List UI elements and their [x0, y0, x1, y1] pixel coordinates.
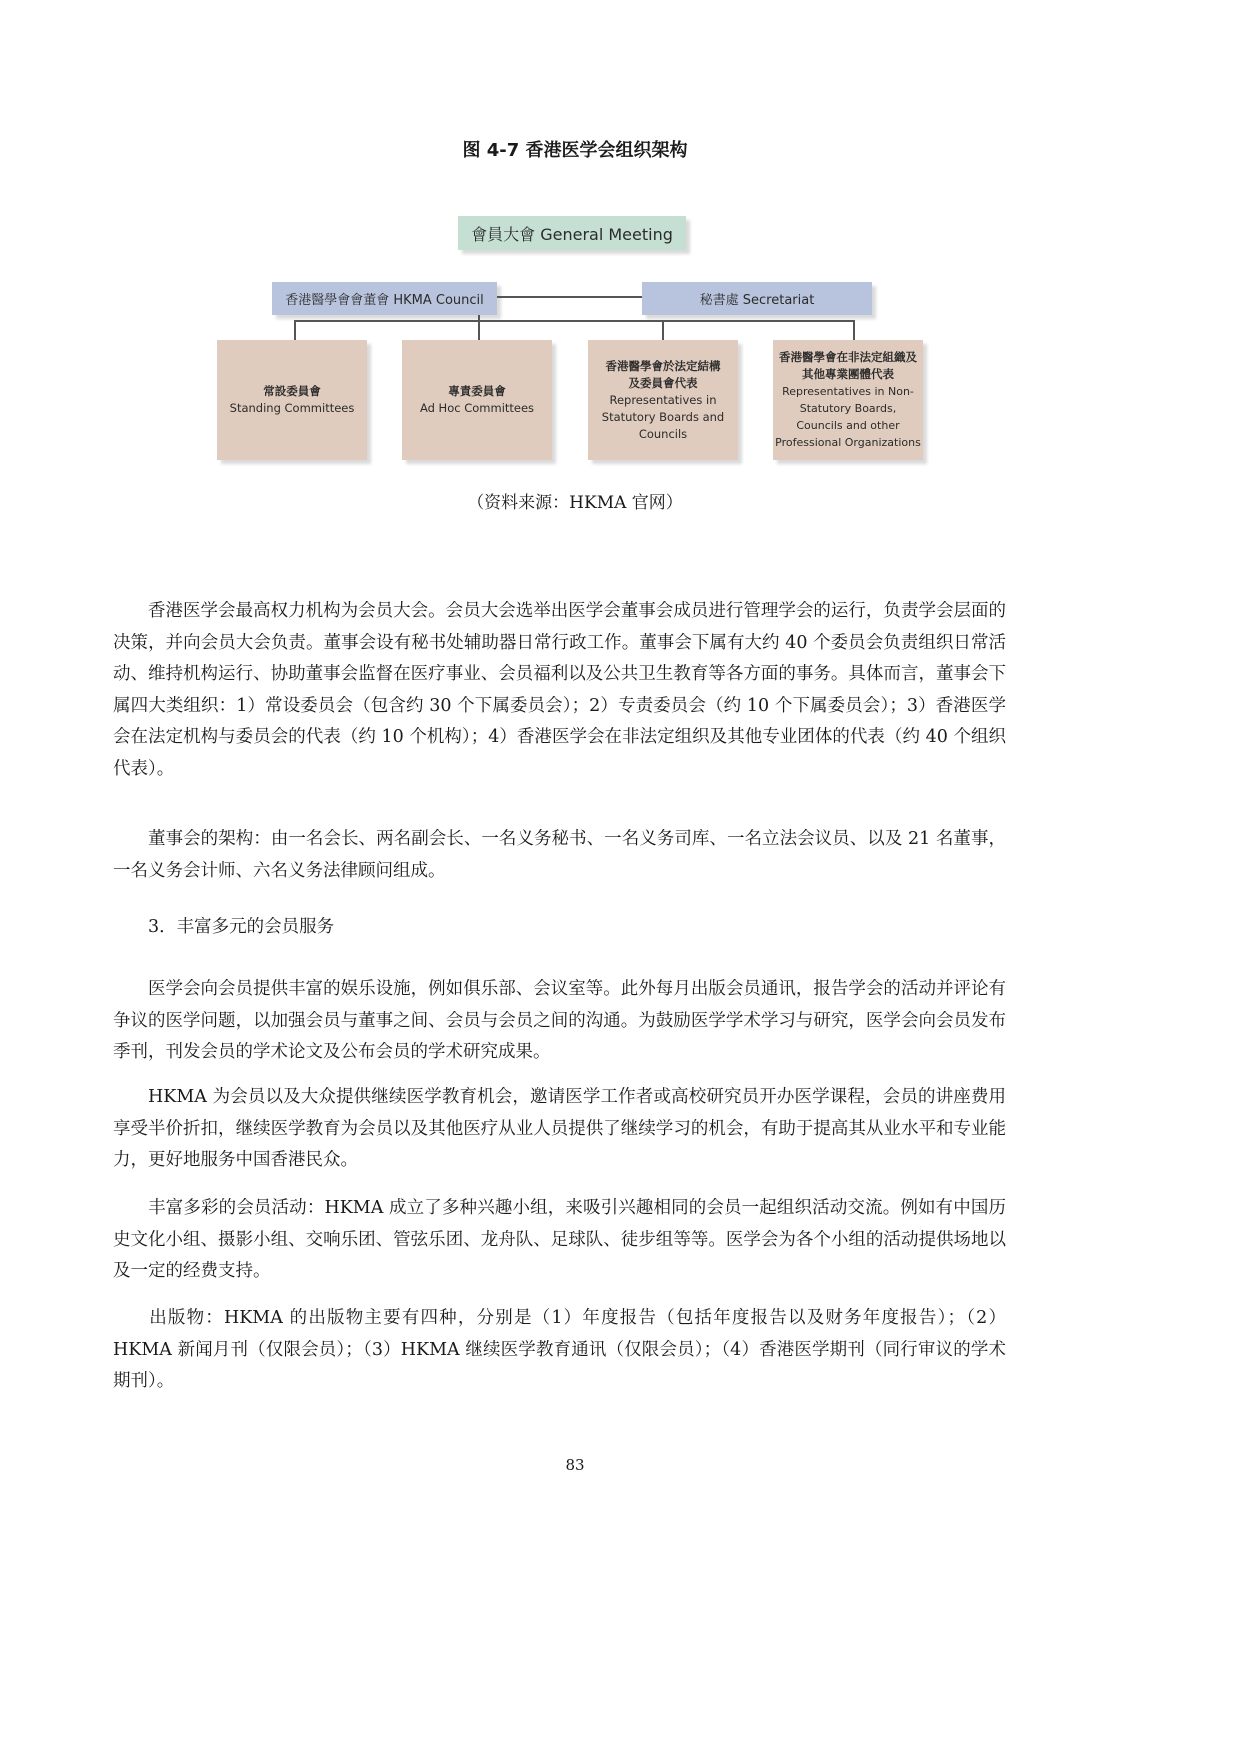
drop-connector-3 — [662, 320, 664, 340]
hkma-council-box: 香港醫學會會董會 HKMA Council — [272, 282, 497, 315]
box-label-zh: 常設委員會 — [263, 384, 321, 398]
heading-text: 3．丰富多元的会员服务 — [148, 917, 335, 937]
non-statutory-representatives-box — [773, 340, 923, 460]
section-heading — [113, 912, 1006, 944]
drop-connector-4 — [853, 320, 855, 340]
drop-connector-2 — [478, 320, 480, 340]
paragraph-text: HKMA 为会员以及大众提供继续医学教育机会，邀请医学工作者或高校研究员开办医学课程，会员的讲座费用享受半价折扣，继续医学教育为会员以及其他医疗从业人员提供了继续学习的机会，有助于提高其从业水平和专业能力，更好地服务中国香港民众。 — [113, 1087, 1006, 1170]
ad-hoc-committees-box — [402, 340, 552, 460]
paragraph-text: 董事会的架构：由一名会长、两名副会长、一名义务秘书、一名义务司库、一名立法会议员、以及 21 名董事，一名义务会计师、六名义务法律顾问组成。 — [113, 829, 1006, 881]
paragraph-1 — [113, 596, 1006, 785]
box-label-en: Representatives in Statutory Boards and Councils — [601, 392, 725, 441]
paragraph-text: 出版物：HKMA 的出版物主要有四种，分别是（1）年度报告（包括年度报告以及财务年度报告）；（2）HKMA 新闻月刊（仅限会员）；（3）HKMA 继续医学教育通讯（仅限会员）；（4）香港医学期刊（同行审议的学术期刊）。 — [113, 1308, 1006, 1391]
secretariat-box: 秘書處 Secretariat — [642, 282, 872, 315]
paragraph-text: 丰富多彩的会员活动：HKMA 成立了多种兴趣小组，来吸引兴趣相同的会员一起组织活动交流。例如有中国历史文化小组、摄影小组、交响乐团、管弦乐团、龙舟队、足球队、徒步组等等。医学会为各个小组的活动提供场地以及一定的经费支持。 — [113, 1198, 1006, 1281]
paragraph-2 — [113, 824, 1006, 887]
paragraph-text: 香港医学会最高权力机构为会员大会。会员大会选举出医学会董事会成员进行管理学会的运行，负责学会层面的决策，并向会员大会负责。董事会设有秘书处辅助器日常行政工作。董事会下属有大约 40 个委员会负责组织日常活动、维持机构运行、协助董事会监督在医疗事业、会员福利以及公共卫生教育等各方面的事务。具体而言，董事会下属四大类组织：1）常设委员会（包含约 30 个下属委员会）；2）专责委员会（约 10 个下属委员会）；3）香港医学会在法定机构与委员会的代表（约 10 个机构）；4）香港医学会在非法定组织及其他专业团体的代表（约 40 个组织代表）。 — [113, 601, 1006, 779]
box-label-zh: 香港醫學會於法定結構及委員會代表 — [605, 358, 721, 390]
council-secretariat-connector — [497, 296, 642, 298]
box-label-en: Standing Committees — [229, 401, 355, 415]
page-number: 83 — [565, 1456, 585, 1474]
bus-connector — [294, 320, 854, 322]
box-label-en: Ad Hoc Committees — [419, 401, 535, 415]
paragraph-text: 医学会向会员提供丰富的娱乐设施，例如俱乐部、会议室等。此外每月出版会员通讯，报告学会的活动并评论有争议的医学问题，以加强会员与董事之间、会员与会员之间的沟通。为鼓励医学学术学习与研究，医学会向会员发布季刊，刊发会员的学术论文及公布会员的学术研究成果。 — [113, 979, 1006, 1062]
paragraph-3 — [113, 974, 1006, 1069]
general-meeting-box: 會員大會 General Meeting — [458, 216, 686, 250]
box-label-zh: 香港醫學會在非法定組織及其他專業團體代表 — [779, 350, 917, 381]
standing-committees-box — [217, 340, 367, 460]
drop-connector-1 — [294, 320, 296, 340]
paragraph-4 — [113, 1082, 1006, 1177]
figure-title: 图 4-7 香港医学会组织架构 — [462, 140, 688, 161]
box-label-zh: 專責委員會 — [448, 384, 506, 398]
paragraph-6 — [113, 1303, 1006, 1398]
paragraph-5 — [113, 1193, 1006, 1288]
box-label-en: Representatives in Non-Statutory Boards, Councils and other Professional Organizations — [775, 385, 921, 449]
figure-source: （资料来源：HKMA 官网） — [467, 493, 683, 513]
statutory-representatives-box — [588, 340, 738, 460]
